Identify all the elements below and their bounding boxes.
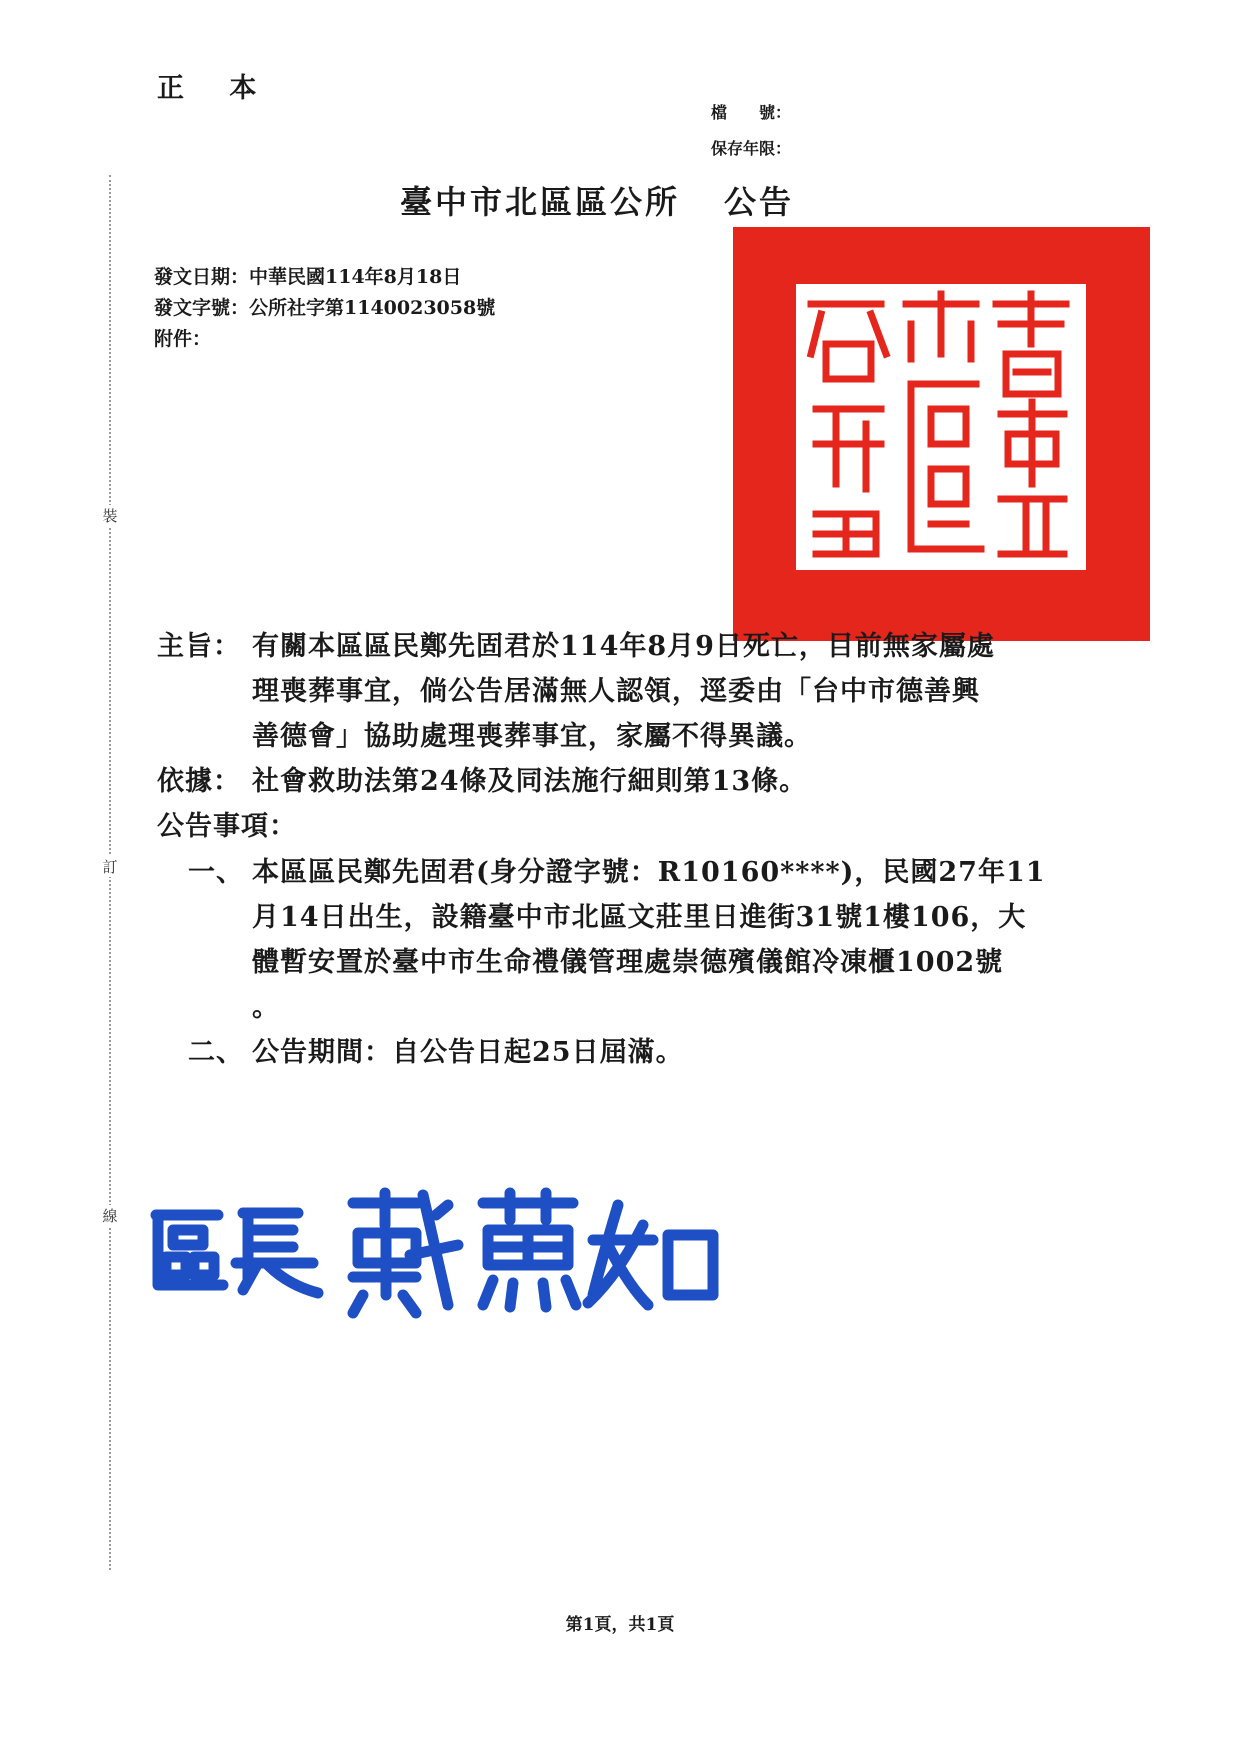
subject-line-2: 理喪葬事宜，倘公告居滿無人認領，逕委由「台中市德善興 bbox=[252, 676, 980, 707]
basis-label: 依據： bbox=[157, 766, 241, 797]
item1-line-2: 月14日出生，設籍臺中市北區文莊里日進街31號1樓106，大 bbox=[252, 902, 1027, 933]
title-agency: 臺中市北區區公所 bbox=[400, 183, 681, 221]
subject-label: 主旨： bbox=[157, 631, 241, 662]
item2-text: 公告期間：自公告日起25日屆滿。 bbox=[252, 1037, 684, 1068]
item1-marker: 一、 bbox=[188, 857, 244, 888]
official-seal bbox=[733, 227, 1150, 641]
subject-line-1: 有關本區區民鄭先固君於114年8月9日死亡，目前無家屬處 bbox=[252, 631, 995, 662]
binding-mark-3: 線 bbox=[100, 1205, 120, 1226]
page-title bbox=[400, 177, 794, 223]
issue-date: 發文日期：中華民國114年8月18日 bbox=[154, 266, 462, 288]
issue-number: 發文字號：公所社字第1140023058號 bbox=[154, 297, 496, 319]
item1-line-3: 體暫安置於臺中市生命禮儀管理處崇德殯儀館冷凍櫃1002號 bbox=[252, 947, 1004, 978]
item1-line-4: 。 bbox=[252, 992, 280, 1023]
retention-label: 保存年限： bbox=[711, 139, 792, 158]
title-doc-type: 公告 bbox=[724, 183, 795, 221]
item1-line-1: 本區區民鄭先固君(身分證字號：R10160****)，民國27年11 bbox=[252, 857, 1046, 888]
seal-glyphs bbox=[796, 284, 1086, 570]
page-footer: 第1頁，共1頁 bbox=[565, 1615, 675, 1635]
basis-text: 社會救助法第24條及同法施行細則第13條。 bbox=[252, 766, 808, 797]
copy-label: 正 本 bbox=[157, 73, 275, 104]
document-header bbox=[154, 262, 495, 355]
item2-marker: 二、 bbox=[188, 1037, 244, 1068]
binding-mark-1: 裝 bbox=[100, 505, 120, 526]
file-number-label: 檔 號： bbox=[711, 103, 792, 122]
subject-line-3: 善德會」協助處理喪葬事宜，家屬不得異議。 bbox=[252, 721, 812, 752]
director-signature bbox=[148, 1185, 728, 1325]
items-label: 公告事項： bbox=[157, 811, 297, 842]
attachment-label: 附件： bbox=[154, 328, 212, 350]
binding-mark-2: 訂 bbox=[100, 856, 120, 877]
signature-strokes bbox=[148, 1185, 728, 1325]
